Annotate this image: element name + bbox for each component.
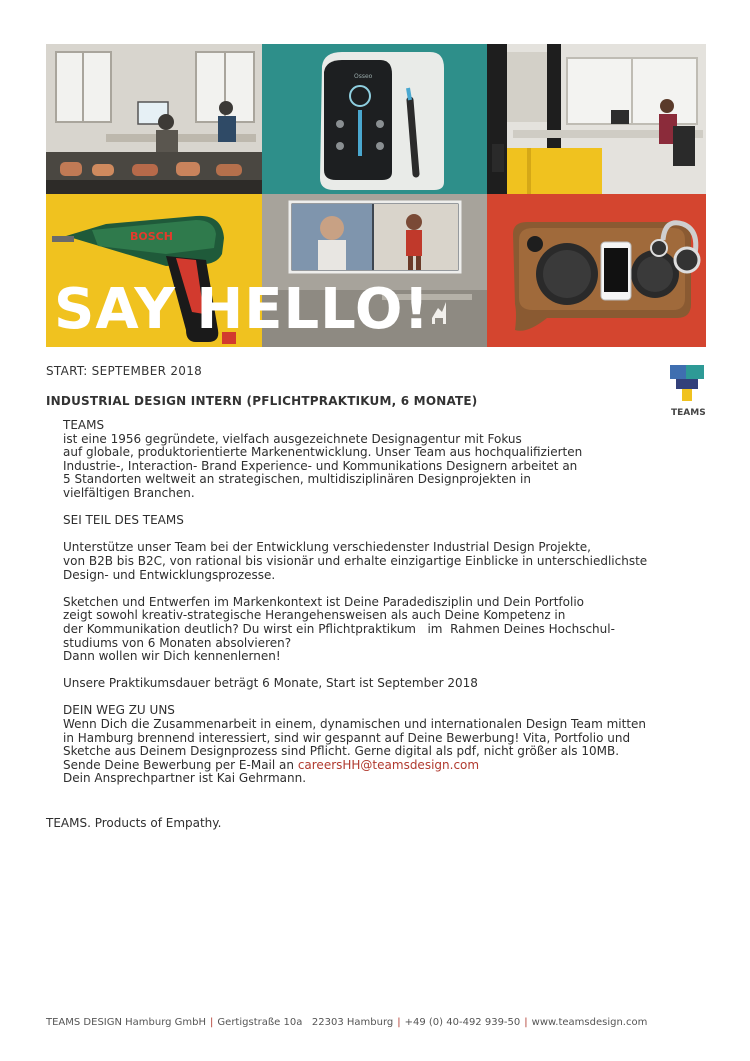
profile-line: studiums von 6 Monaten absolvieren? — [63, 635, 292, 650]
contact-line: Dein Ansprechpartner ist Kai Gehrmann. — [63, 771, 307, 786]
profile-line: Sketchen und Entwerfen im Markenkontext ist Deine Paradedisziplin und Dein Portfolio — [63, 594, 585, 609]
hero-collage — [46, 44, 706, 347]
dental-device-photo — [262, 44, 487, 194]
footer-company: TEAMS DESIGN Hamburg GmbH — [46, 1017, 207, 1028]
svg-text:Osseo: Osseo — [354, 73, 373, 80]
teams-logo-text: TEAMS — [671, 408, 706, 418]
apply-line: in Hamburg brennend interessiert, sind wir gespannt auf Deine Bewerbung! Vita, Portfolio und — [63, 730, 631, 745]
tasks-line: Unterstütze unser Team bei der Entwicklung verschiedenster Industrial Design Projekte, — [63, 540, 591, 555]
intro-line: ist eine 1956 gegründete, vielfach ausgezeichnete Designagentur mit Fokus — [63, 431, 522, 446]
footer-separator: | — [524, 1017, 528, 1028]
intro-line: Industrie-, Interaction- Brand Experience- und Kommunikations Designern arbeitet an — [63, 458, 578, 473]
section-heading-apply: DEIN WEG ZU UNS — [63, 703, 175, 718]
start-date: START: SEPTEMBER 2018 — [46, 364, 203, 378]
company-name: TEAMS — [63, 418, 105, 432]
hero-headline: SAY HELLO! — [54, 277, 430, 342]
footer-city: 22303 Hamburg — [311, 1017, 394, 1028]
duration-line: Unsere Praktikumsdauer beträgt 6 Monate, Start ist September 2018 — [63, 676, 478, 691]
email-prefix: Sende Deine Bewerbung per E-Mail an — [63, 757, 298, 772]
footer-separator: | — [397, 1017, 401, 1028]
email-link[interactable]: careersHH@teamsdesign.com — [297, 757, 480, 772]
footer-website-link[interactable]: www.teamsdesign.com — [531, 1017, 648, 1028]
intro-line: 5 Standorten weltweit an strategischen, multidisziplinären Designprojekten in — [63, 472, 531, 487]
drill-brand-label: BOSCH — [130, 230, 173, 243]
profile-line: zeigt sowohl kreativ-strategische Herangehensweisen als auch Deine Kompetenz in — [63, 608, 566, 623]
footer-street: Gertigstraße 10a — [217, 1017, 303, 1028]
tasks-line: Design- und Entwicklungsprozesse. — [63, 567, 276, 582]
footer-phone: +49 (0) 40-492 939-50 — [404, 1017, 521, 1028]
apply-line: Wenn Dich die Zusammenarbeit in einem, dynamischen und internationalen Design Team mitten — [63, 717, 647, 732]
tasks-line: von B2B bis B2C, von rational bis visionär und erhalte einzigartige Einblicke in unterschiedlichste — [63, 553, 648, 568]
job-description — [63, 419, 683, 786]
apply-line: Sketche aus Deinem Designprozess sind Pflicht. Gerne digital als pdf, nicht größer als 10MB. — [63, 744, 620, 759]
section-heading-team: SEI TEIL DES TEAMS — [63, 513, 184, 528]
studio-photo — [46, 44, 262, 194]
intro-line: auf globale, produktorientierte Markenentwicklung. Unser Team aus hochqualifizierten — [63, 445, 583, 460]
tagline: TEAMS. Products of Empathy. — [46, 816, 222, 830]
job-title: INDUSTRIAL DESIGN INTERN (PFLICHTPRAKTIKUM, 6 MONATE) — [46, 394, 478, 408]
email-line — [63, 759, 683, 773]
intro-line: vielfältigen Branchen. — [63, 485, 195, 500]
speaker-dock-photo — [487, 194, 706, 347]
profile-line: der Kommunikation deutlich? Du wirst ein Pflichtpraktikum im Rahmen Deines Hochschul- — [63, 621, 615, 636]
footer-separator: | — [210, 1017, 214, 1028]
profile-line: Dann wollen wir Dich kennenlernen! — [63, 649, 281, 664]
office-photo — [487, 44, 706, 194]
footer — [46, 1017, 647, 1028]
teams-logo-icon — [668, 365, 708, 405]
